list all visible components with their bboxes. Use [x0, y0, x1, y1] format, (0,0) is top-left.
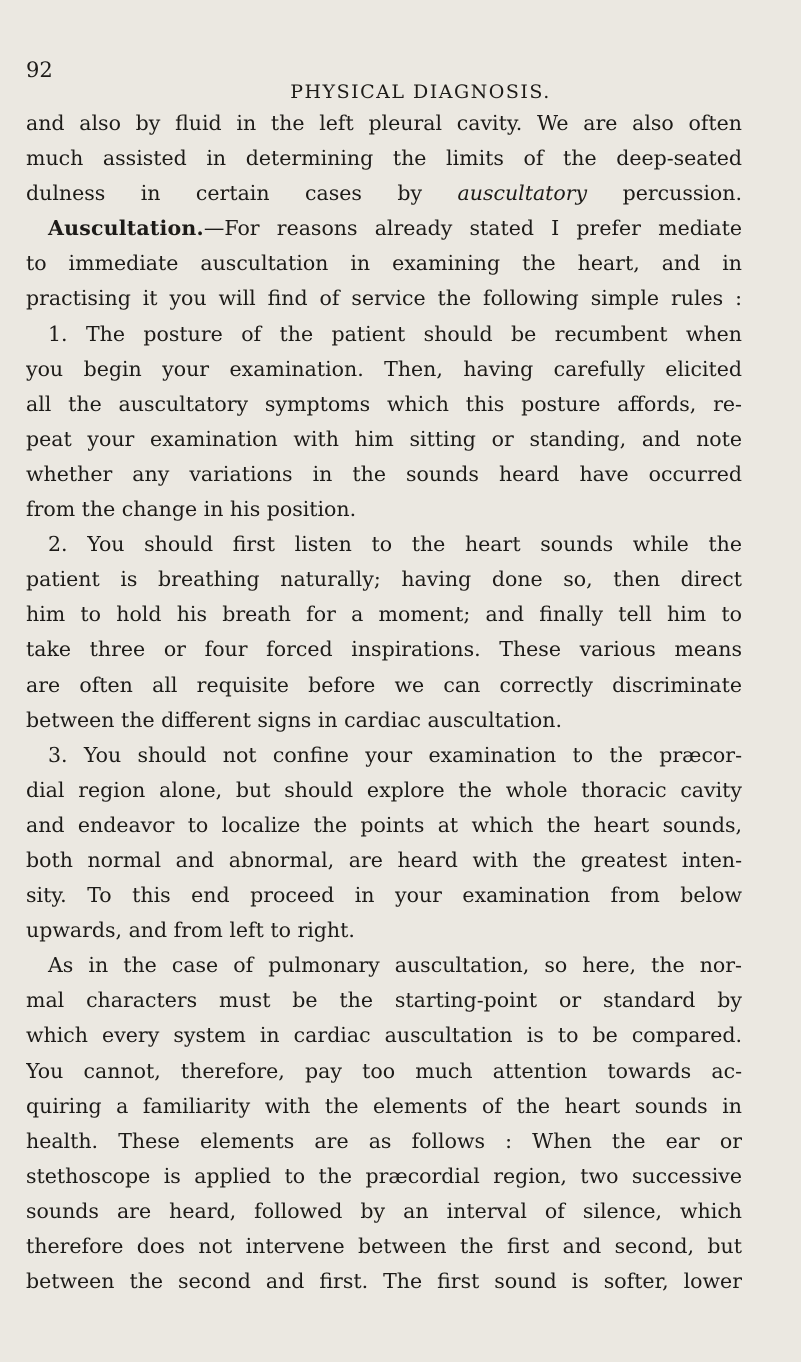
text-line: from the change in his position. — [26, 497, 357, 522]
text-line — [26, 176, 742, 211]
text-line: health. These elements are as follows : When the ear or — [26, 1128, 742, 1153]
text-line: all the auscultatory symptoms which this posture affords, re- — [26, 391, 742, 416]
text-line: therefore does not intervene between the first and second, but — [26, 1234, 742, 1258]
italic-term: auscultatory — [457, 181, 588, 206]
text-line: 3. You should not confine your examination to the præcor- — [48, 742, 742, 767]
text-line: between the second and first. The first sound is softer, lower — [26, 1269, 742, 1294]
text-fragment: dulness in certain cases by — [26, 181, 423, 206]
text-line: between the different signs in cardiac auscultation. — [26, 707, 562, 732]
text-line: practising it you will find of service the following simple rules : — [26, 286, 742, 311]
text-fragment: —For reasons already stated I prefer mediate — [203, 216, 742, 241]
text-line: upwards, and from left to right. — [26, 918, 355, 943]
text-line: stethoscope is applied to the præcordial region, two successive — [26, 1163, 742, 1188]
page-number: 92 — [26, 58, 53, 82]
text-fragment: percussion. — [622, 181, 742, 206]
text-line: sounds are heard, followed by an interval of silence, which — [26, 1198, 742, 1223]
text-line: mal characters must be the starting-point or standard by — [26, 988, 742, 1013]
text-line: patient is breathing naturally; having done so, then direct — [26, 567, 742, 592]
text-line: which every system in cardiac auscultation is to be compared. — [26, 1023, 742, 1048]
text-line: take three or four forced inspirations. These various means — [26, 637, 742, 662]
text-line: 1. The posture of the patient should be recumbent when — [48, 321, 742, 346]
text-line: whether any variations in the sounds heard have occurred — [26, 461, 742, 486]
text-line: and also by fluid in the left pleural cavity. We are also often — [26, 111, 742, 135]
text-line: As in the case of pulmonary auscultation, so here, the nor- — [48, 953, 742, 978]
text-line: 2. You should first listen to the heart sounds while the — [48, 532, 742, 557]
text-line: are often all requisite before we can correctly discriminate — [26, 672, 742, 697]
text-line: peat your examination with him sitting or standing, and note — [26, 426, 742, 451]
text-line: dial region alone, but should explore the whole thoracic cavity — [26, 777, 742, 802]
text-line — [26, 211, 742, 246]
text-line: you begin your examination. Then, having carefully elicited — [26, 356, 742, 381]
body-text — [26, 106, 742, 1299]
running-head: PHYSICAL DIAGNOSIS. — [290, 81, 551, 103]
text-line: him to hold his breath for a moment; and finally tell him to — [26, 602, 742, 627]
text-line: You cannot, therefore, pay too much attention towards ac- — [26, 1058, 742, 1083]
text-line: and endeavor to localize the points at which the heart sounds, — [26, 812, 742, 837]
text-line: sity. To this end proceed in your examination from below — [26, 883, 742, 908]
section-heading: Auscultation. — [48, 216, 204, 241]
text-line: much assisted in determining the limits of the deep-seated — [26, 146, 742, 171]
text-line: to immediate auscultation in examining the heart, and in — [26, 251, 742, 276]
text-line: quiring a familiarity with the elements of the heart sounds in — [26, 1093, 742, 1118]
text-line: both normal and abnormal, are heard with the greatest inten- — [26, 847, 742, 872]
